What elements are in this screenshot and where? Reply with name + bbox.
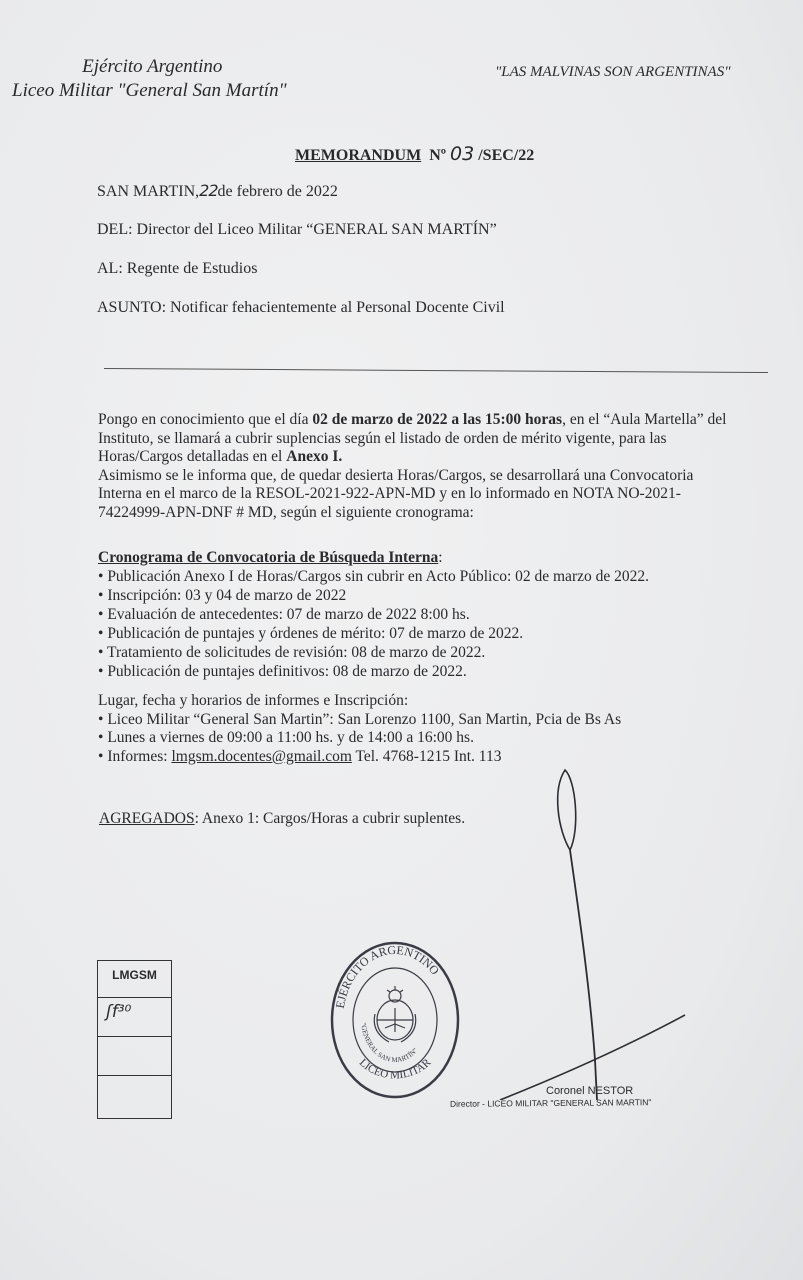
registry-stamp-empty-cell (98, 1076, 171, 1114)
motto: "LAS MALVINAS SON ARGENTINAS" (495, 64, 731, 80)
schedule-item: • Tratamiento de solicitudes de revisión: 08 de marzo de 2022. (98, 643, 738, 662)
memo-label: MEMORANDUM (295, 147, 422, 164)
org-line-school: Liceo Militar "General San Martín" (12, 80, 287, 101)
registry-initials: ʃf³⁰ (106, 1002, 132, 1022)
memo-number: 03 (450, 143, 475, 165)
coat-of-arms-icon (374, 986, 415, 1042)
memo-title (295, 143, 534, 165)
attachments-text: : Anexo 1: Cargos/Horas a cubrir suplentes. (194, 810, 466, 827)
schedule-item: • Publicación Anexo I de Horas/Cargos sin cubrir en Acto Público: 02 de marzo de 2022. (98, 567, 738, 586)
memo-from: DEL: Director del Liceo Militar “GENERAL SAN MARTÍN” (97, 221, 497, 238)
info-phone: Tel. 4768-1215 Int. 113 (351, 747, 502, 765)
memo-date-rest: de febrero de 2022 (217, 183, 338, 200)
memo-number-suffix: /SEC/22 (478, 147, 535, 164)
director-signature (440, 760, 700, 1100)
signer-title: Director - LICEO MILITAR "GENERAL SAN MARTIN" (449, 1097, 652, 1109)
seal-outer-text: EJÉRCITO ARGENTINO (332, 942, 443, 1010)
info-section (98, 692, 738, 766)
registry-stamp-initials-cell (98, 998, 171, 1037)
seal-inner-text: "GENERAL SAN MARTÍN" (359, 1022, 420, 1065)
schedule-list (98, 567, 738, 681)
body-p1-annex: Anexo I. (286, 448, 343, 465)
attachments-label: AGREGADOS (99, 810, 195, 827)
body-p1-text-b: , en el “Aula Martella” del Instituto, se llamará a cubrir suplencias según el listado de orden de mérito vigente, para las Horas/Cargos detalladas en el (98, 411, 727, 465)
info-email-link[interactable]: lmgsm.docentes@gmail.com (171, 747, 352, 765)
schedule-item: • Evaluación de antecedentes: 07 de marzo de 2022 8:00 hs. (98, 605, 738, 624)
schedule-item: • Publicación de puntajes definitivos: 08 de marzo de 2022. (98, 662, 738, 681)
memo-date (97, 181, 338, 201)
memo-body (98, 411, 738, 522)
institution-header (12, 55, 287, 103)
body-paragraph-2: Asimismo se le informa que, de quedar desierta Horas/Cargos, se desarrollará una Convocatoria Interna en el marco de la RESOL-2021-922-APN-MD y en lo informado en NOTA NO-2021-74224999-APN-DNF # MD, según el siguiente cronograma: (98, 466, 694, 521)
registry-stamp-header: LMGSM (98, 961, 171, 998)
memo-day: 22 (199, 181, 218, 200)
seal-bottom-text: LICEO MILITAR (356, 1056, 434, 1082)
signer-name: Coronel NESTOR (546, 1085, 634, 1097)
body-paragraph-1 (98, 411, 738, 467)
schedule-heading (98, 548, 738, 567)
separator-line (104, 368, 768, 373)
info-contact-prefix: Informes: (107, 747, 172, 765)
info-address: • Liceo Militar “General San Martin”: San Lorenzo 1100, San Martin, Pcia de Bs As (98, 711, 738, 730)
info-heading: Lugar, fecha y horarios de informes e Inscripción: (98, 692, 409, 709)
registry-stamp-box (97, 960, 172, 1119)
memo-to: AL: Regente de Estudios (97, 260, 258, 277)
attachments-line (99, 810, 465, 828)
registry-stamp-empty-cell (98, 1037, 171, 1076)
body-p1-date: 02 de marzo de 2022 a las 15:00 horas (312, 411, 563, 428)
info-hours: • Lunes a viernes de 09:00 a 11:00 hs. y de 14:00 a 16:00 hs. (98, 729, 738, 748)
memo-subject: ASUNTO: Notificar fehacientemente al Personal Docente Civil (97, 299, 505, 316)
memo-number-prefix: Nº (429, 147, 447, 164)
schedule-item: • Publicación de puntajes y órdenes de mérito: 07 de marzo de 2022. (98, 624, 738, 643)
schedule-title-colon: : (438, 549, 443, 566)
memo-place: SAN MARTIN, (97, 183, 200, 200)
org-line-army: Ejército Argentino (82, 56, 223, 77)
schedule-title: Cronograma de Convocatoria de Búsqueda Interna (98, 549, 439, 566)
info-list (98, 711, 738, 767)
schedule-section (98, 548, 738, 681)
schedule-item: • Inscripción: 03 y 04 de marzo de 2022 (98, 586, 738, 605)
body-p1-text-a: Pongo en conocimiento que el día (98, 411, 313, 428)
